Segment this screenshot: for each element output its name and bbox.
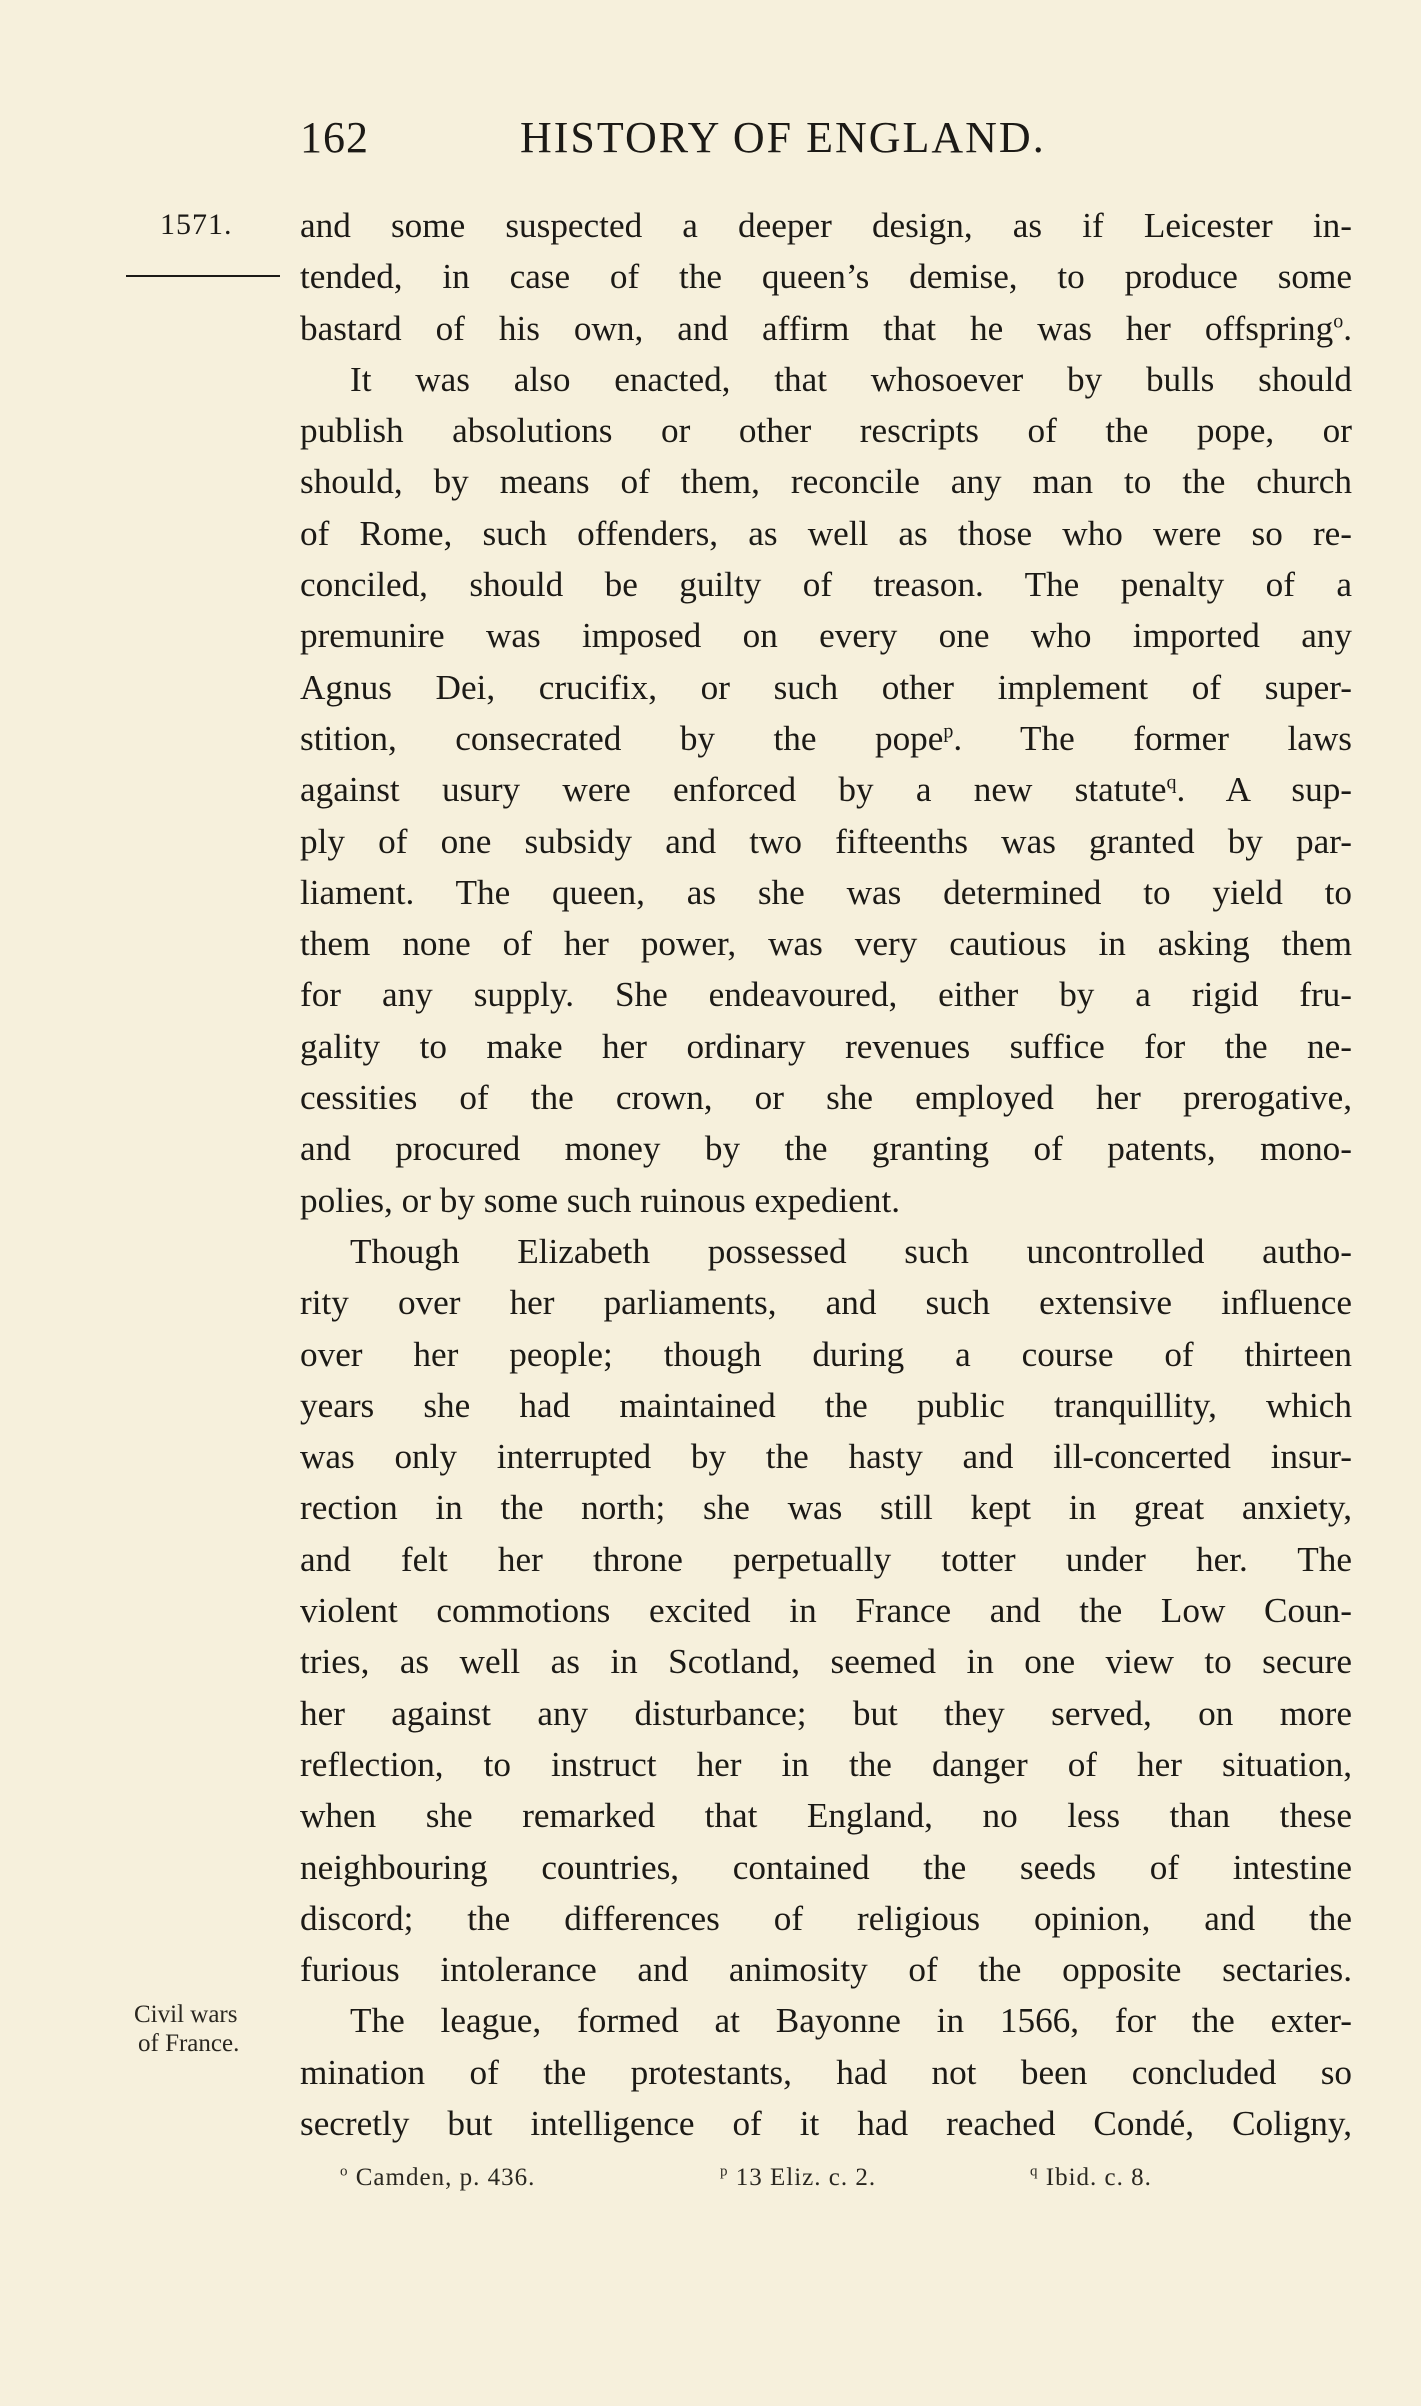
text-line: gality to make her ordinary revenues suffice for the ne- — [300, 1026, 1352, 1066]
text-line: tries, as well as in Scotland, seemed in one view to secure — [300, 1642, 1352, 1682]
text-line: premunire was imposed on every one who imported any — [300, 616, 1352, 656]
text-line: violent commotions excited in France and the Low Coun- — [300, 1591, 1352, 1631]
text-line: liament. The queen, as she was determined to yield to — [300, 872, 1352, 912]
text-line: Though Elizabeth possessed such uncontrolled autho- — [350, 1231, 1352, 1271]
body-text — [300, 200, 1352, 2149]
text-line: The league, formed at Bayonne in 1566, for the exter- — [350, 2001, 1352, 2041]
footnotes — [340, 2164, 1300, 2204]
margin-year: 1571. — [160, 208, 233, 241]
text-line: ply of one subsidy and two fifteenths was granted by par- — [300, 821, 1352, 861]
text-line: bastard of his own, and affirm that he was her offspring$^o$. — [300, 308, 1352, 348]
text-line: neighbouring countries, contained the seeds of intestine — [300, 1847, 1352, 1887]
text-line: and felt her throne perpetually totter under her. The — [300, 1539, 1352, 1579]
footnote-p: $^p$ 13 Eliz. c. 2. — [720, 2163, 877, 2191]
text-line: secretly but intelligence of it had reached Condé, Coligny, — [300, 2103, 1352, 2143]
text-line: over her people; though during a course of thirteen — [300, 1334, 1352, 1374]
text-line: cessities of the crown, or she employed her prerogative, — [300, 1078, 1352, 1118]
text-line: furious intolerance and animosity of the opposite sectaries. — [300, 1950, 1352, 1990]
text-line: It was also enacted, that whosoever by bulls should — [350, 359, 1352, 399]
text-line: for any supply. She endeavoured, either by a rigid fru- — [300, 975, 1352, 1015]
side-note-line: of France. — [138, 2030, 240, 2057]
page-number: 162 — [300, 113, 369, 162]
side-note-line: Civil wars — [134, 2001, 238, 2028]
text-line: against usury were enforced by a new statute$^q$. A sup- — [300, 770, 1352, 810]
text-line: polies, or by some such ruinous expedient. — [300, 1180, 901, 1220]
text-line: and some suspected a deeper design, as if Leicester in- — [300, 206, 1352, 245]
footnote-ref-p: p — [943, 720, 954, 743]
text-line: discord; the differences of religious opinion, and the — [300, 1898, 1352, 1938]
text-line: years she had maintained the public tranquillity, which — [300, 1385, 1352, 1425]
text-line: rity over her parliaments, and such extensive influence — [300, 1283, 1352, 1323]
text-line: mination of the protestants, had not been concluded so — [300, 2052, 1352, 2092]
margin-rule — [126, 275, 280, 277]
footnote-q: $^q$ Ibid. c. 8. — [1030, 2163, 1152, 2191]
text-line: her against any disturbance; but they served, on more — [300, 1693, 1352, 1733]
text-line: tended, in case of the queen’s demise, to produce some — [300, 257, 1352, 297]
running-head: HISTORY OF ENGLAND. — [520, 113, 1046, 162]
text-line: publish absolutions or other rescripts of the pope, or — [300, 411, 1352, 451]
text-line: was only interrupted by the hasty and ill-concerted insur- — [300, 1437, 1352, 1477]
footnote-o: $^o$ Camden, p. 436. — [340, 2163, 536, 2191]
text-line: and procured money by the granting of patents, mono- — [300, 1129, 1352, 1169]
footnote-ref-o: o — [1333, 309, 1344, 332]
text-line: reflection, to instruct her in the danger of her situation, — [300, 1744, 1352, 1784]
footnote-ref-q: q — [1166, 771, 1177, 794]
text-line: rection in the north; she was still kept in great anxiety, — [300, 1488, 1352, 1528]
text-line: stition, consecrated by the pope$^p$. The former laws — [300, 718, 1352, 758]
text-line: of Rome, such offenders, as well as those who were so re- — [300, 513, 1352, 553]
side-note — [134, 2000, 284, 2058]
text-line: them none of her power, was very cautious in asking them — [300, 924, 1352, 964]
page-header — [300, 112, 1110, 172]
text-line: conciled, should be guilty of treason. The penalty of a — [300, 565, 1352, 605]
text-line: Agnus Dei, crucifix, or such other implement of super- — [300, 667, 1352, 707]
text-line: when she remarked that England, no less than these — [300, 1796, 1352, 1836]
text-line: should, by means of them, reconcile any man to the church — [300, 462, 1352, 502]
